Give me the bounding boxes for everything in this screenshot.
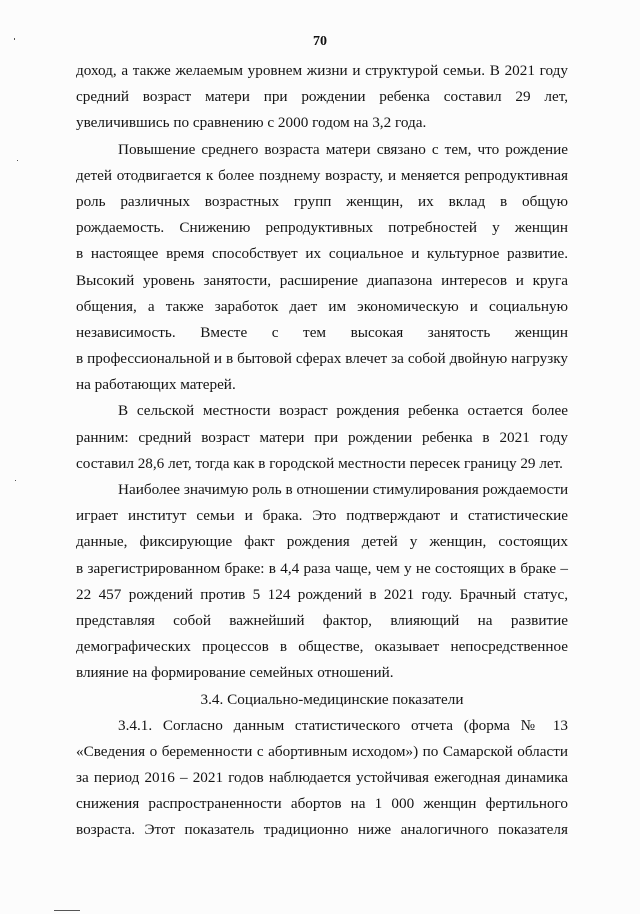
- scan-artifact: [15, 480, 16, 481]
- text-line: 22 457 рождений против 5 124 рождений в 2021 году. Брачный статус,: [76, 585, 568, 603]
- text-line: снижения распространенности абортов на 1 000 женщин фертильного: [76, 795, 568, 813]
- section-heading: 3.4. Социально-медицинские показатели: [200, 690, 464, 708]
- text-line: на работающих матерей.: [76, 376, 236, 394]
- text-line: за период 2016 – 2021 годов наблюдается устойчивая ежегодная динамика: [76, 769, 568, 787]
- page-number: 70: [313, 34, 327, 49]
- text-line: В сельской местности возраст рождения ребенка остается более: [118, 402, 568, 420]
- text-line: увеличившись по сравнению с 2000 годом на 3,2 года.: [76, 114, 427, 132]
- text-line: в профессиональной и в бытовой сферах влечет за собой двойную нагрузку: [76, 350, 568, 368]
- text-line: влияние на формирование семейных отношений.: [76, 664, 394, 682]
- scan-artifact: [54, 910, 80, 911]
- text-line: ранним: средний возраст матери при рождении ребенка в 2021 году: [76, 428, 568, 446]
- body-text: [76, 58, 568, 844]
- text-line: роль различных возрастных групп женщин, их вклад в общую: [76, 192, 568, 210]
- text-line: играет институт семьи и брака. Это подтверждают и статистические: [76, 507, 568, 525]
- text-line: независимость. Вместе с тем высокая занятость женщин: [76, 323, 568, 341]
- text-line: составил 28,6 лет, тогда как в городской местности пересек границу 29 лет.: [76, 454, 563, 472]
- text-line: детей отодвигается к более позднему возрасту, и меняется репродуктивная: [76, 166, 568, 184]
- text-line: Повышение среднего возраста матери связано с тем, что рождение: [118, 140, 568, 158]
- text-line: в настоящее время способствует их социальное и культурное развитие.: [76, 245, 568, 263]
- text-line: представляя собой важнейший фактор, влияющий на развитие: [76, 611, 568, 629]
- text-line: доход, а также желаемым уровнем жизни и структурой семьи. В 2021 году: [76, 62, 568, 79]
- text-line: Наиболее значимую роль в отношении стимулирования рождаемости: [118, 481, 569, 498]
- text-line: демографических процессов в обществе, оказывает непосредственное: [76, 638, 568, 656]
- text-line: возраста. Этот показатель традиционно ниже аналогичного показателя: [76, 821, 568, 839]
- text-line: 3.4.1. Согласно данным статистического отчета (форма № 13: [118, 716, 568, 734]
- text-line: общения, а также заработок дает им экономическую и социальную: [76, 297, 568, 315]
- text-line: в зарегистрированном браке: в 4,4 раза чаще, чем у не состоящих в браке –: [76, 559, 568, 577]
- text-line: средний возраст матери при рождении ребенка составил 29 лет,: [76, 88, 568, 106]
- scan-artifact: [17, 160, 18, 161]
- text-line: рождаемость. Снижению репродуктивных потребностей у женщин: [76, 219, 568, 237]
- text-line: данные, фиксирующие факт рождения детей у женщин, состоящих: [76, 533, 568, 551]
- text-line: «Сведения о беременности с абортивным исходом») по Самарской области: [76, 742, 568, 760]
- text-line: Высокий уровень занятости, расширение диапазона интересов и круга: [76, 271, 568, 289]
